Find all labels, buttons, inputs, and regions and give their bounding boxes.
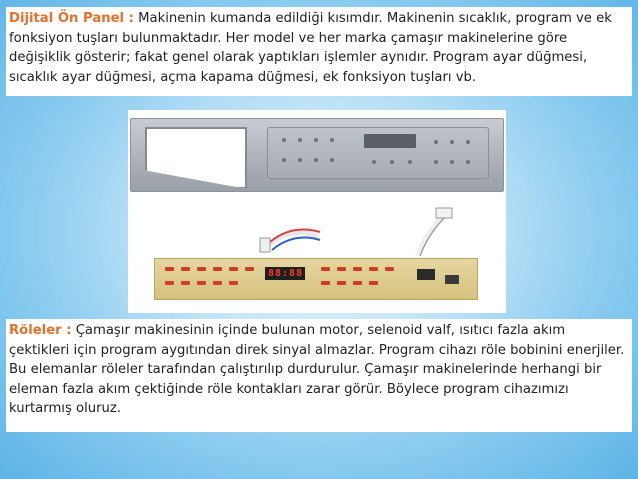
board-led [353,267,362,271]
panel-indicator-dot [282,138,286,142]
panel-indicator-dot [466,160,470,164]
relays-text [6,319,632,432]
board-led [197,281,206,285]
wiring-cables [258,206,458,262]
display-digits: 88:88 [268,268,304,279]
board-led [165,267,174,271]
board-led [385,267,394,271]
term-relays: Röleler : [9,323,72,338]
board-led [337,267,346,271]
panel-indicator-dot [390,160,394,164]
control-button-area [267,127,489,179]
relays-description: Çamaşır makinesinin içinde bulunan motor, selenoid valf, ısıtıcı fazla akım çektikleri için program aygıtından direk sinyal almazlar. Program cihazı röle bobinini enerjiler. Bu elemanlar röleler tarafından çalıştırılıp durdurulur. Çamaşır makinelerinde herhangi bir eleman fazla akım çektiğinde röle kontakları zarar görür. Böylece program cihazımızı kurtarmış oluruz. [9,323,625,416]
board-led [353,281,362,285]
seven-segment-display [265,267,305,280]
panel-indicator-dot [372,160,376,164]
panel-indicator-dot [282,158,286,162]
digital-front-panel-description: Makinenin kumanda edildiği kısımdır. Makinenin sıcaklık, program ve ek fonksiyon tuşları bulunmaktadır. Her model ve her marka çamaşır makinelerine göre değişiklik gösterir; fakat genel olarak yaptıkları işlemler aynıdır. Program ayar düğmesi, sıcaklık ayar düğmesi, açma kapama düğmesi, ek fonksiyon tuşları vb. [9,11,612,85]
board-led [229,281,238,285]
panel-indicator-dot [330,158,334,162]
panel-display-window [364,134,416,148]
panel-indicator-dot [330,138,334,142]
board-led [369,281,378,285]
board-led [245,267,254,271]
board-led [213,267,222,271]
panel-indicator-dot [408,160,412,164]
term-digital-front-panel: Dijital Ön Panel : [9,11,134,26]
panel-indicator-dot [450,160,454,164]
board-led [181,281,190,285]
board-chip [417,269,435,280]
board-led [337,281,346,285]
panel-indicator-dot [450,140,454,144]
panel-indicator-dot [314,158,318,162]
panel-indicator-dot [314,138,318,142]
control-circuit-board [154,258,478,300]
board-led [321,267,330,271]
board-led [181,267,190,271]
board-led [165,281,174,285]
board-led [213,281,222,285]
washing-machine-control-panel-photo [128,110,506,313]
front-panel-faceplate [130,118,504,192]
board-led [369,267,378,271]
digital-front-panel-text [6,7,632,96]
board-led [229,267,238,271]
board-led [321,281,330,285]
panel-indicator-dot [434,160,438,164]
panel-indicator-dot [466,140,470,144]
board-chip [445,275,459,284]
panel-indicator-dot [298,138,302,142]
board-led [197,267,206,271]
panel-indicator-dot [434,140,438,144]
detergent-drawer-opening [145,127,247,189]
panel-indicator-dot [298,158,302,162]
